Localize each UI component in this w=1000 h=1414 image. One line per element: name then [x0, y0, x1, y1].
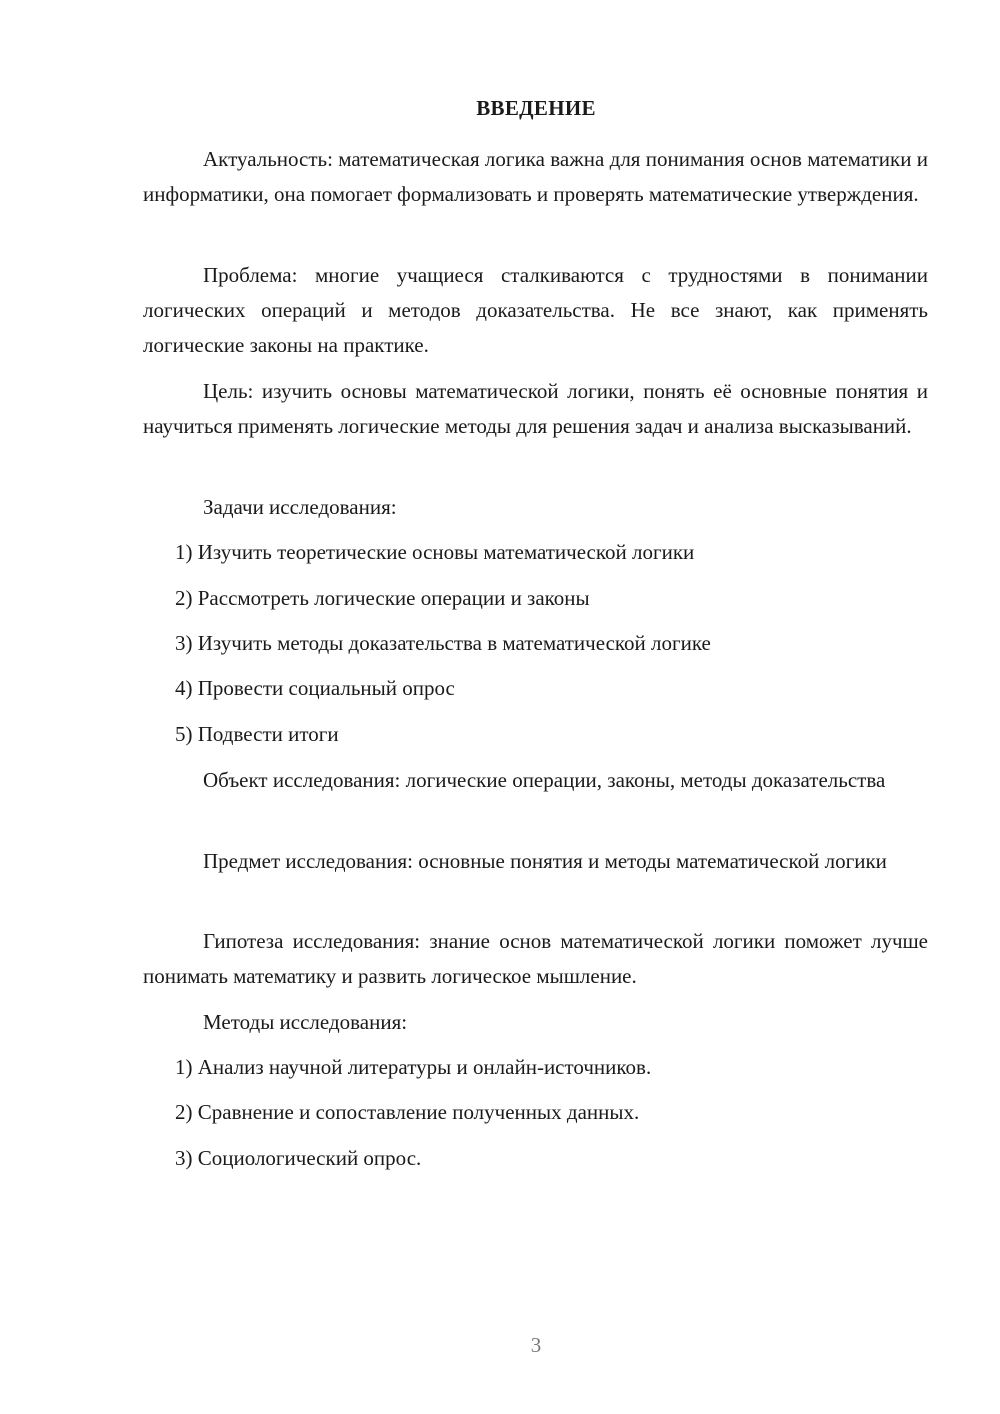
list-item: 1) Изучить теоретические основы математической логики [175, 540, 695, 564]
problem-paragraph: Проблема: многие учащиеся сталкиваются с трудностями в понимании логических операций и методов доказательства. Не все знают, как применять логические законы на практике. [143, 263, 928, 357]
object-paragraph: Объект исследования: логические операции, законы, методы доказательства [203, 768, 886, 792]
list-item: 1) Анализ научной литературы и онлайн-источников. [175, 1055, 652, 1079]
hypothesis-paragraph: Гипотеза исследования: знание основ математической логики поможет лучше понимать математику и развить логическое мышление. [143, 929, 928, 988]
tasks-heading: Задачи исследования: [203, 495, 397, 519]
list-item: 3) Изучить методы доказательства в математической логике [175, 631, 711, 655]
list-item: 2) Сравнение и сопоставление полученных данных. [175, 1100, 640, 1124]
page-number: 3 [530, 1333, 542, 1357]
list-item: 2) Рассмотреть логические операции и законы [175, 586, 590, 610]
subject-paragraph: Предмет исследования: основные понятия и методы математической логики [203, 849, 887, 873]
page-title: ВВЕДЕНИЕ [476, 96, 596, 120]
methods-heading: Методы исследования: [203, 1010, 408, 1034]
goal-paragraph: Цель: изучить основы математической логики, понять её основные понятия и научиться применять логические методы для решения задач и анализа высказываний. [143, 379, 928, 438]
list-item: 4) Провести социальный опрос [175, 676, 455, 700]
relevance-paragraph: Актуальность: математическая логика важна для понимания основ математики и информатики, она помогает формализовать и проверять математические утверждения. [143, 147, 928, 206]
list-item: 3) Социологический опрос. [175, 1146, 422, 1170]
list-item: 5) Подвести итоги [175, 722, 339, 746]
